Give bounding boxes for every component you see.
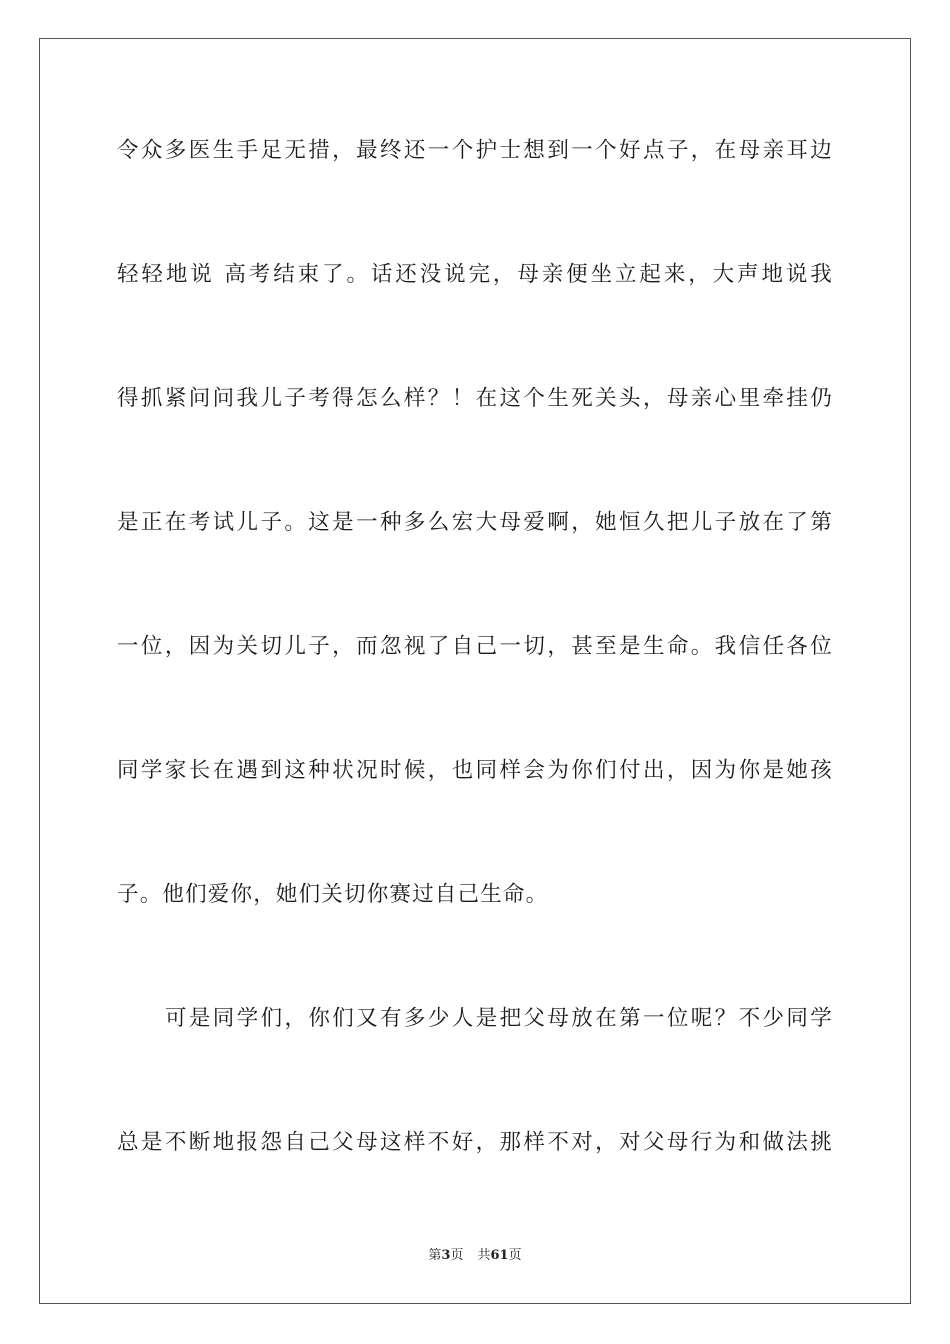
body-text-line-5: 一位，因为关切儿子，而忽视了自己一切，甚至是生命。我信任各位 bbox=[117, 634, 833, 659]
body-text-line-3: 得抓紧问问我儿子考得怎么样？！在这个生死关头，母亲心里牵挂仍 bbox=[117, 386, 833, 411]
page-number: 3 bbox=[441, 1248, 451, 1263]
total-suffix: 页 bbox=[508, 1248, 522, 1263]
body-text-line-4: 是正在考试儿子。这是一种多么宏大母爱啊，她恒久把儿子放在了第 bbox=[117, 510, 833, 535]
total-pages: 61 bbox=[490, 1248, 509, 1263]
page-prefix: 第 bbox=[428, 1248, 442, 1263]
page-suffix: 页 bbox=[450, 1248, 464, 1263]
body-text-line-6: 同学家长在遇到这种状况时候，也同样会为你们付出，因为你是她孩 bbox=[117, 758, 833, 783]
page-footer bbox=[0, 1247, 950, 1265]
body-text-line-2: 轻轻地说 高考结束了。话还没说完，母亲便坐立起来，大声地说我 bbox=[117, 262, 833, 287]
paragraph-start-line: 可是同学们，你们又有多少人是把父母放在第一位呢？不少同学 bbox=[165, 1006, 833, 1031]
body-text-line-1: 令众多医生手足无措，最终还一个护士想到一个好点子，在母亲耳边 bbox=[117, 138, 833, 163]
body-text-line-7: 子。他们爱你，她们关切你赛过自己生命。 bbox=[117, 882, 549, 907]
total-prefix: 共 bbox=[477, 1248, 491, 1263]
page-border bbox=[39, 38, 911, 1304]
body-text-line-9: 总是不断地报怨自己父母这样不好，那样不对，对父母行为和做法挑 bbox=[117, 1130, 833, 1155]
